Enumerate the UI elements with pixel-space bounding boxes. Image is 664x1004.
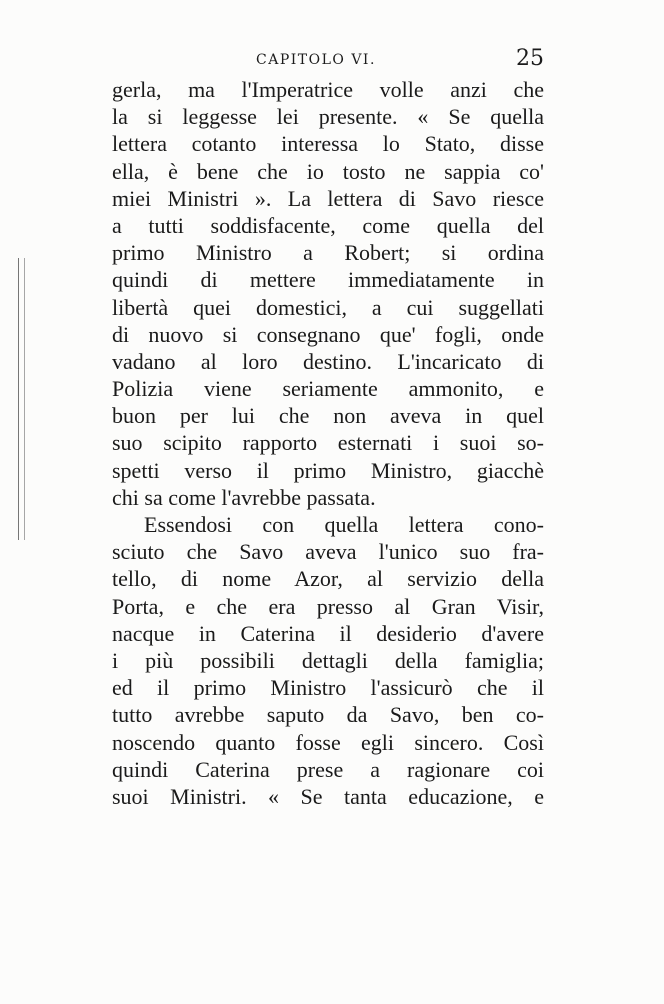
text-line: gerla, ma l'Imperatrice volle anzi che <box>112 77 544 102</box>
text-line: i più possibili dettagli della famiglia; <box>112 647 544 673</box>
text-line: quindi Caterina prese a ragionare coi <box>112 756 544 782</box>
text-line: miei Ministri ». La lettera di Savo riesce <box>112 185 544 211</box>
text-line: spetti verso il primo Ministro, giacchè <box>112 457 544 483</box>
paragraph-start-line: Essendosi con quella lettera cono- <box>144 512 544 537</box>
binding-edge-mark <box>18 258 25 540</box>
text-line: tello, di nome Azor, al servizio della <box>112 566 544 592</box>
text-line: suo scipito rapporto esternati i suoi so- <box>112 430 544 456</box>
text-line: libertà quei domestici, a cui suggellati <box>112 294 544 320</box>
text-line: ed il primo Ministro l'assicurò che il <box>112 675 544 701</box>
text-line: sciuto che Savo aveva l'unico suo fra- <box>112 539 544 565</box>
text-line: di nuovo si consegnano que' fogli, onde <box>112 321 544 347</box>
paragraph-end-line: chi sa come l'avrebbe passata. <box>112 484 376 510</box>
text-line: ella, è bene che io tosto ne sappia co' <box>112 158 544 184</box>
text-line: nacque in Caterina il desiderio d'avere <box>112 620 544 646</box>
text-line: noscendo quanto fosse egli sincero. Così <box>112 729 544 755</box>
text-line: tutto avrebbe saputo da Savo, ben co- <box>112 702 544 728</box>
running-title: CAPITOLO VI. <box>256 52 376 68</box>
page-header <box>112 46 544 76</box>
text-line: primo Ministro a Robert; si ordina <box>112 240 544 266</box>
text-line: lettera cotanto interessa lo Stato, disse <box>112 131 544 157</box>
text-line: suoi Ministri. « Se tanta educazione, e <box>112 783 544 809</box>
text-line: quindi di mettere immediatamente in <box>112 267 544 293</box>
text-line: a tutti soddisfacente, come quella del <box>112 212 544 238</box>
text-line: Polizia viene seriamente ammonito, e <box>112 376 544 402</box>
text-line: buon per lui che non aveva in quel <box>112 403 544 429</box>
text-line: vadano al loro destino. L'incaricato di <box>112 348 544 374</box>
text-line: Porta, e che era presso al Gran Visir, <box>112 593 544 619</box>
text-line: la si leggesse lei presente. « Se quella <box>112 104 544 130</box>
body-text <box>112 76 544 810</box>
page-number: 25 <box>516 46 544 71</box>
